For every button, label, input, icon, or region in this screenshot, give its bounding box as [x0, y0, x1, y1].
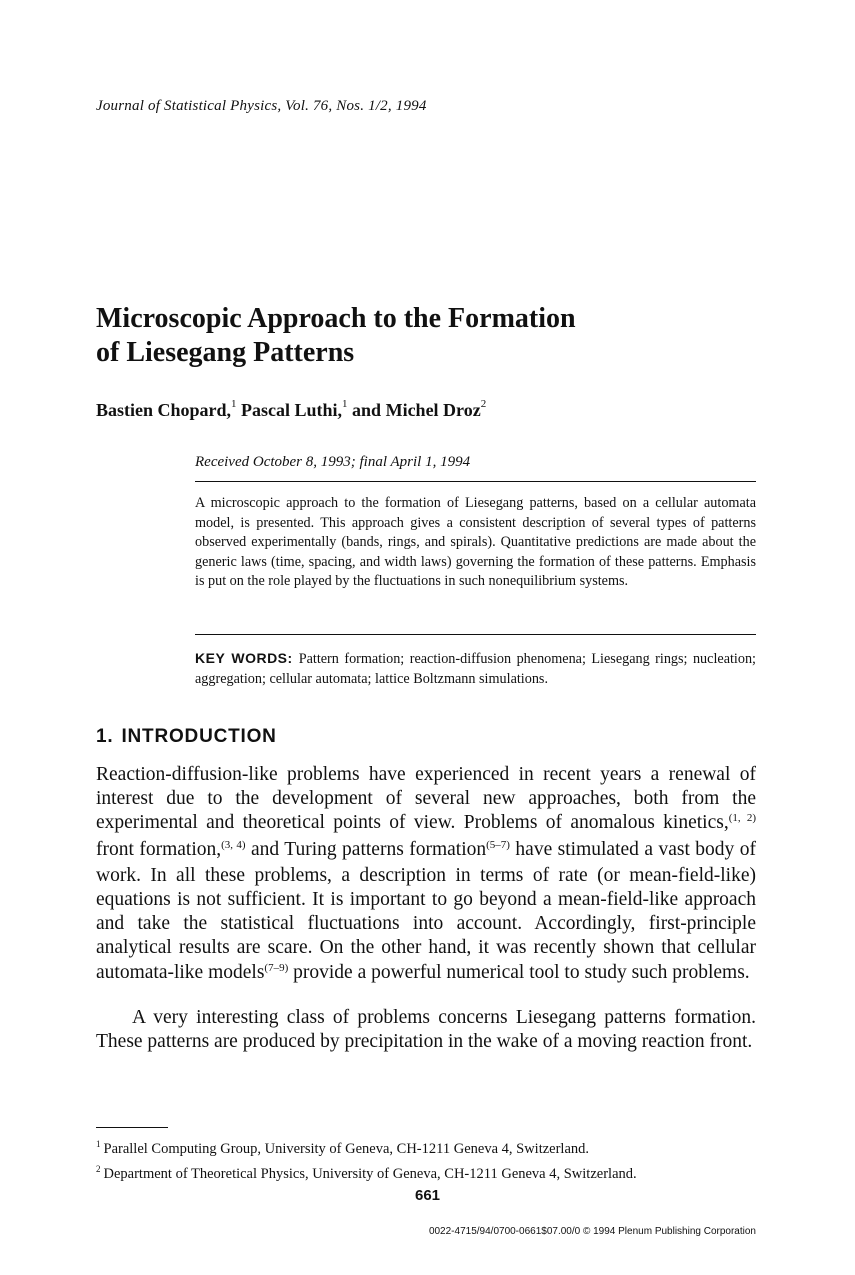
author-name: Michel Droz	[385, 400, 481, 420]
citation-ref: (7–9)	[264, 961, 289, 974]
body-paragraph-2: A very interesting class of problems concerns Liesegang patterns formation. These patterns are produced by precipitation in the wake of a moving reaction front.	[96, 1007, 756, 1053]
keywords-text: Pattern formation; reaction-diffusion phenomena; Liesegang rings; nucleation; aggregation; cellular automata; lattice Boltzmann simulations.	[195, 651, 757, 687]
keywords-label: KEY WORDS:	[195, 650, 293, 666]
affiliation-mark: 1	[231, 398, 237, 410]
author-name: Pascal Luthi,	[241, 400, 343, 420]
affiliation-mark: 2	[480, 398, 487, 410]
abstract-bottom-rule	[195, 634, 756, 635]
paragraph-text: have stimulated a vast body of work. In all these problems, a description in terms of rate (or mean-field-like) equations is not sufficient. It is important to go beyond a mean-field-like approach and take the statistical fluctuations into account. Accordingly, first-principle analytical results are scare. On the other hand, it was recently shown that cellular automata-like models	[96, 838, 756, 983]
paper-title	[96, 302, 736, 370]
citation-ref: (1, 2)	[728, 812, 757, 825]
abstract: A microscopic approach to the formation of Liesegang patterns, based on a cellular automata model, is presented. This approach gives a consistent description of several types of patterns observed experimentally (bands, rings, and spirals). Quantitative predictions are made about the generic laws (time, spacing, and width laws) governing the formation of these patterns. Emphasis is put on the role played by the fluctuations in such nonequilibrium systems.	[195, 495, 756, 589]
footnote	[96, 1134, 776, 1159]
keywords	[195, 649, 756, 689]
title-line-1: Microscopic Approach to the Formation	[96, 303, 576, 334]
copyright-line: 0022-4715/94/0700-0661$07.00/0 © 1994 Plenum Publishing Corporation	[428, 1226, 756, 1237]
footnote	[96, 1159, 776, 1184]
page-number: 661	[414, 1187, 441, 1204]
paragraph-text: front formation,	[96, 838, 222, 860]
citation-ref: (3, 4)	[221, 838, 246, 851]
paragraph-text: Reaction-diffusion-like problems have experienced in recent years a renewal of interest due to the development of several new approaches, both from the experimental and theoretical points of view. Problems of anomalous kinetics,	[96, 764, 756, 834]
received-dates: Received October 8, 1993; final April 1, 1994	[195, 454, 471, 470]
footnote-rule	[96, 1127, 168, 1128]
footnote-mark: 2	[96, 1163, 101, 1174]
author-conjunction: and	[352, 400, 382, 420]
affiliation-mark: 1	[342, 398, 348, 410]
footnote-text: Department of Theoretical Physics, University of Geneva, CH-1211 Geneva 4, Switzerland.	[103, 1165, 637, 1182]
abstract-top-rule	[195, 481, 756, 482]
footnote-mark: 1	[96, 1139, 101, 1149]
footnote-text: Parallel Computing Group, University of Geneva, CH-1211 Geneva 4, Switzerland.	[103, 1140, 590, 1157]
journal-header: Journal of Statistical Physics, Vol. 76, Nos. 1/2, 1994	[96, 98, 427, 114]
paragraph-text: provide a powerful numerical tool to study such problems.	[288, 961, 750, 983]
section-title: INTRODUCTION	[121, 726, 277, 747]
body-paragraph-1	[96, 763, 756, 987]
citation-ref: (5–7)	[486, 838, 510, 851]
author-list	[96, 400, 486, 421]
footnotes	[96, 1134, 776, 1184]
section-heading	[96, 726, 277, 748]
paragraph-text: and Turing patterns formation	[245, 838, 487, 860]
title-line-2: of Liesegang Patterns	[96, 337, 355, 368]
author-name: Bastien Chopard,	[96, 400, 232, 420]
section-number: 1.	[96, 726, 114, 747]
